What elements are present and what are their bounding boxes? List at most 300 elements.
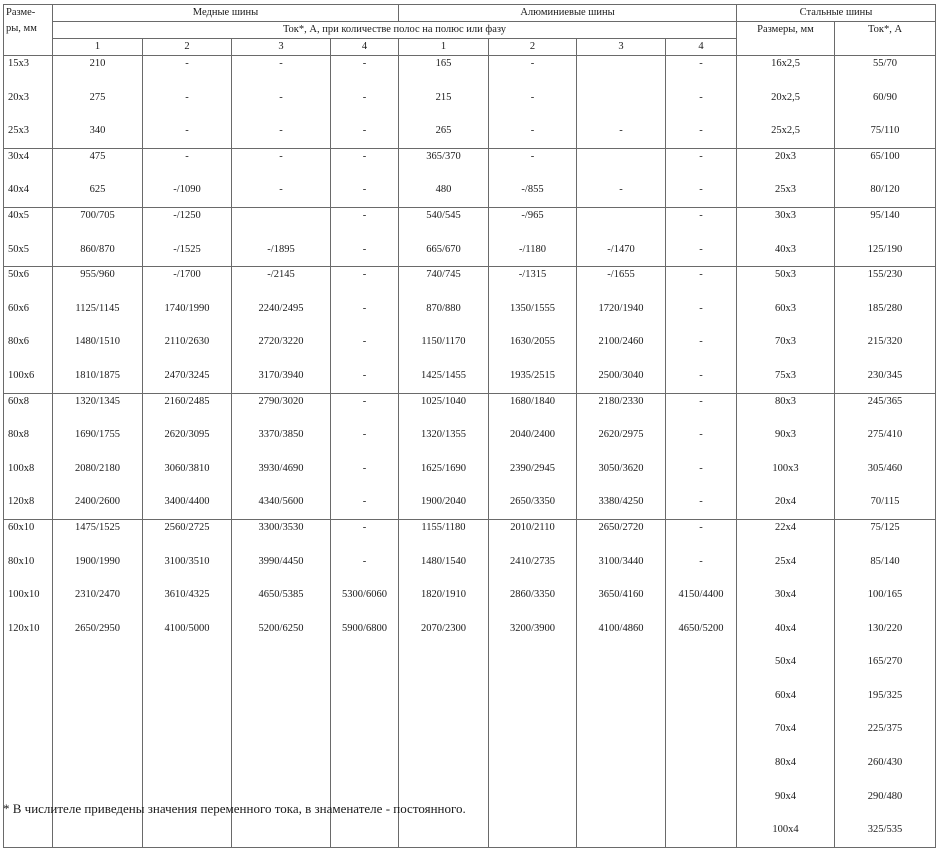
cell-value: - [279, 125, 283, 137]
cell-st-size [737, 267, 835, 393]
cell-cu2 [143, 393, 232, 519]
cell-cu1 [53, 56, 143, 149]
cell-value: 2790/3020 [258, 395, 304, 407]
cell-value [145, 679, 229, 713]
cell-value: 195/325 [867, 689, 903, 701]
size-column-header: Разме-ры, мм [4, 5, 53, 56]
cell-cu3 [232, 519, 331, 847]
cell-value: 3170/3940 [258, 369, 304, 381]
cell-al2 [489, 519, 577, 847]
cell-value: 60x4 [775, 689, 796, 701]
cell-value: 230/345 [867, 369, 903, 381]
cell-value: 2470/3245 [164, 369, 210, 381]
cell-cu1 [53, 267, 143, 393]
cell-value: 260/430 [867, 757, 903, 769]
cell-value: 2160/2485 [164, 395, 210, 407]
cell-value: 1720/1940 [598, 302, 644, 314]
cell-value: 1935/2515 [510, 369, 555, 381]
cell-value [579, 645, 663, 679]
cell-value: 2410/2735 [510, 555, 555, 567]
cell-value: 3930/4690 [258, 462, 304, 474]
cell-value [333, 679, 396, 713]
cell-al2 [489, 267, 577, 393]
cell-cu4 [331, 393, 399, 519]
cell-value: 1350/1555 [510, 302, 555, 314]
cell-st-cur [835, 207, 936, 266]
count-header: 2 [489, 39, 577, 56]
cell-value [579, 746, 663, 780]
cell-value: - [362, 302, 367, 314]
count-header: 1 [399, 39, 489, 56]
cell-al4 [666, 393, 737, 519]
cell-value: 20x4 [775, 496, 796, 508]
cell-value: 245/365 [867, 395, 903, 407]
cell-value [491, 712, 574, 746]
cell-value: 60x3 [775, 302, 796, 314]
cell-value: 2310/2470 [75, 589, 120, 601]
cell-value: 1630/2055 [510, 336, 555, 348]
cell-value: 870/880 [426, 302, 461, 314]
count-header: 3 [577, 39, 666, 56]
cell-value: 50x4 [775, 656, 796, 668]
cell-value: 3050/3620 [598, 462, 644, 474]
cell-value: 3100/3440 [598, 555, 644, 567]
cell-value: 1810/1875 [75, 369, 120, 381]
cell-cu3 [232, 148, 331, 207]
cell-value [401, 746, 486, 780]
cell-value: -/1895 [267, 243, 295, 255]
cell-sizes [4, 519, 53, 847]
cell-value: - [362, 209, 367, 221]
cell-value: 70x4 [775, 723, 796, 735]
cell-value [491, 645, 574, 679]
cell-value: 60x8 [8, 395, 29, 407]
cell-value: - [362, 395, 367, 407]
cell-value: 1425/1455 [421, 369, 466, 381]
cell-value: - [699, 209, 703, 221]
cell-value: 3370/3850 [258, 429, 304, 441]
cell-al3 [577, 393, 666, 519]
cell-value: 540/545 [426, 209, 461, 221]
cell-value: -/1180 [518, 243, 547, 255]
cell-value: -/2145 [267, 269, 295, 281]
cell-value: 2110/2630 [164, 336, 210, 348]
cell-value: 4150/4400 [678, 589, 724, 601]
cell-st-size [737, 393, 835, 519]
cell-sizes [4, 207, 53, 266]
cell-value: 325/535 [867, 824, 903, 836]
cell-value: - [362, 521, 367, 533]
cell-value: - [185, 91, 189, 103]
cell-value: 1475/1525 [75, 521, 120, 533]
cell-value [55, 746, 140, 780]
cell-value: 50x6 [8, 269, 29, 281]
cell-value: 70x3 [775, 336, 796, 348]
cell-value [579, 780, 663, 814]
cell-value [579, 712, 663, 746]
cell-value: 2560/2725 [164, 521, 210, 533]
cell-value: 130/220 [867, 622, 903, 634]
steel-size-header: Размеры, мм [737, 22, 835, 56]
table-row [4, 519, 936, 847]
cell-value [579, 148, 663, 173]
cell-value: - [699, 302, 703, 314]
cell-value: - [699, 462, 703, 474]
cell-value: 475 [89, 150, 106, 162]
cell-value: 860/870 [80, 243, 115, 255]
cell-al3 [577, 148, 666, 207]
cell-value: 2070/2300 [421, 622, 466, 634]
cell-value: 1125/1145 [75, 302, 120, 314]
cell-value: - [362, 243, 367, 255]
cell-value: 15x3 [8, 58, 29, 69]
cell-value: -/1470 [607, 243, 635, 255]
cell-value: 4340/5600 [258, 496, 304, 508]
cell-value: 4100/5000 [164, 622, 210, 634]
cell-value [668, 645, 734, 679]
cell-value: 5300/6060 [342, 589, 387, 601]
cell-st-cur [835, 56, 936, 149]
cell-value: 2400/2600 [75, 496, 120, 508]
cell-value: 290/480 [867, 790, 903, 802]
cell-value: - [699, 369, 703, 381]
cell-value: - [530, 58, 535, 69]
cell-sizes [4, 148, 53, 207]
cell-value [579, 813, 663, 847]
cell-al2 [489, 393, 577, 519]
cell-value [55, 712, 140, 746]
cell-value: 25x2,5 [771, 125, 800, 137]
cell-value [145, 712, 229, 746]
cell-value: 75/110 [870, 125, 900, 137]
cell-value: 1480/1510 [75, 336, 120, 348]
cell-value: 80x3 [775, 395, 796, 407]
cell-value: - [362, 91, 367, 103]
cell-cu4 [331, 207, 399, 266]
cell-value: 2010/2110 [510, 521, 555, 533]
copper-header: Медные шины [53, 5, 399, 22]
cell-value: 165 [435, 58, 452, 69]
cell-value [668, 746, 734, 780]
cell-st-cur [835, 393, 936, 519]
cell-value [491, 746, 574, 780]
cell-value: - [362, 269, 367, 281]
cell-value [401, 679, 486, 713]
cell-value: 2620/2975 [598, 429, 644, 441]
cell-value: 30x4 [8, 150, 29, 162]
cell-value: - [699, 336, 703, 348]
cell-value: 3100/3510 [164, 555, 210, 567]
cell-value [8, 813, 50, 847]
cell-value: 120x8 [8, 496, 35, 508]
cell-value: 80x8 [8, 429, 29, 441]
cell-value [333, 645, 396, 679]
current-span-header: Ток*, А, при количестве полос на полюс или фазу [53, 22, 737, 39]
cell-value: 65/100 [870, 150, 900, 162]
cell-value: 215 [435, 91, 452, 103]
cell-value [668, 712, 734, 746]
cell-cu3 [232, 207, 331, 266]
cell-value: - [185, 125, 189, 137]
cell-value [579, 81, 663, 115]
cell-al2 [489, 56, 577, 149]
cell-value: 5200/6250 [258, 622, 304, 634]
cell-value: -/1525 [173, 243, 201, 255]
cell-value: 100x8 [8, 462, 35, 474]
cell-value: - [362, 150, 367, 162]
cell-al1 [399, 393, 489, 519]
cell-value: - [699, 125, 703, 137]
cell-al4 [666, 267, 737, 393]
cell-value: 60/90 [873, 91, 897, 103]
cell-value: - [362, 336, 367, 348]
count-header: 2 [143, 39, 232, 56]
count-header: 3 [232, 39, 331, 56]
cell-al3 [577, 519, 666, 847]
cell-value: 165/270 [867, 656, 903, 668]
cell-value: 1320/1345 [75, 395, 120, 407]
table-row [4, 56, 936, 149]
cell-value: 1025/1040 [421, 395, 466, 407]
cell-value: -/1655 [607, 269, 635, 281]
cell-cu1 [53, 148, 143, 207]
cell-value [145, 746, 229, 780]
cell-value: - [699, 429, 703, 441]
cell-al3 [577, 267, 666, 393]
cell-value: - [362, 184, 367, 196]
cell-value: 20x2,5 [771, 91, 800, 103]
cell-value [55, 645, 140, 679]
cell-value [234, 207, 328, 232]
cell-al4 [666, 207, 737, 266]
cell-st-size [737, 56, 835, 149]
cell-value [579, 679, 663, 713]
cell-value: 2080/2180 [75, 462, 120, 474]
count-header: 1 [53, 39, 143, 56]
cell-al1 [399, 148, 489, 207]
cell-value: 365/370 [426, 150, 461, 162]
cell-al4 [666, 148, 737, 207]
cell-value: -/1250 [173, 209, 201, 221]
cell-value: - [699, 395, 703, 407]
cell-value: 3380/4250 [598, 496, 644, 508]
cell-value: 625 [89, 184, 106, 196]
cell-value: - [699, 269, 703, 281]
cell-value: 90x4 [775, 790, 796, 802]
cell-value: 2620/3095 [164, 429, 210, 441]
cell-cu2 [143, 56, 232, 149]
cell-value: 125/190 [867, 243, 903, 255]
cell-value: 3200/3900 [510, 622, 555, 634]
cell-value: - [362, 555, 367, 567]
cell-value: 2100/2460 [598, 336, 644, 348]
cell-al3 [577, 207, 666, 266]
cell-value: 75/125 [870, 521, 900, 533]
cell-cu1 [53, 393, 143, 519]
cell-value: 275 [89, 91, 106, 103]
cell-al4 [666, 56, 737, 149]
cell-value: - [362, 462, 367, 474]
cell-value: 4100/4860 [598, 622, 644, 634]
cell-value: 305/460 [867, 462, 903, 474]
cell-value: 210 [89, 58, 106, 69]
cell-value: 30x3 [775, 209, 796, 221]
cell-value: - [362, 496, 367, 508]
cell-value: 100x10 [8, 589, 40, 601]
cell-value: 1680/1840 [510, 395, 555, 407]
cell-value: 1740/1990 [164, 302, 210, 314]
table-row [4, 393, 936, 519]
cell-value: 215/320 [867, 336, 903, 348]
cell-value: 2240/2495 [258, 302, 304, 314]
cell-al2 [489, 148, 577, 207]
count-header: 4 [331, 39, 399, 56]
cell-value: -/1700 [173, 269, 201, 281]
cell-value: - [362, 125, 367, 137]
cell-value: -/1090 [173, 184, 201, 196]
cell-value [491, 679, 574, 713]
footnote: * В числителе приведены значения переменного тока, в знаменателе - постоянного. [3, 801, 466, 816]
cell-cu2 [143, 207, 232, 266]
cell-value [579, 207, 663, 232]
cell-st-cur [835, 267, 936, 393]
cell-value [55, 813, 140, 847]
cell-value: -/1315 [518, 269, 547, 281]
cell-value: 30x4 [775, 589, 796, 601]
cell-value: 20x3 [775, 150, 796, 162]
cell-value: 60x6 [8, 302, 29, 314]
cell-value [55, 679, 140, 713]
cell-value: - [185, 150, 189, 162]
cell-value: - [699, 58, 703, 69]
cell-value: 40x4 [8, 184, 29, 196]
cell-value: - [699, 496, 703, 508]
cell-value [234, 746, 328, 780]
cell-value: 120x10 [8, 622, 40, 634]
cell-value: 95/140 [870, 209, 900, 221]
steel-header: Стальные шины [737, 5, 936, 22]
cell-value: 955/960 [80, 269, 115, 281]
cell-value: - [279, 150, 283, 162]
cell-value: 155/230 [867, 269, 903, 281]
cell-value [234, 712, 328, 746]
cell-value: 340 [89, 125, 106, 137]
cell-value: 3610/4325 [164, 589, 210, 601]
cell-st-size [737, 148, 835, 207]
cell-value [333, 746, 396, 780]
cell-cu2 [143, 148, 232, 207]
cell-value [668, 780, 734, 814]
cell-value: 265 [435, 125, 452, 137]
cell-value: 4650/5385 [258, 589, 304, 601]
cell-value: 1820/1910 [421, 589, 466, 601]
cell-value: 80x4 [775, 757, 796, 769]
cell-value [401, 712, 486, 746]
cell-value [234, 679, 328, 713]
cell-value: 75x3 [775, 369, 796, 381]
cell-sizes [4, 267, 53, 393]
count-header: 4 [666, 39, 737, 56]
cell-value: 90x3 [775, 429, 796, 441]
cell-value [8, 645, 50, 679]
cell-sizes [4, 393, 53, 519]
cell-value: 80x10 [8, 555, 35, 567]
cell-st-size [737, 207, 835, 266]
cell-value: - [362, 58, 367, 69]
cell-value: - [699, 150, 703, 162]
cell-value: 2040/2400 [510, 429, 555, 441]
cell-value: 1320/1355 [421, 429, 466, 441]
cell-value: - [279, 91, 283, 103]
cell-value: 225/375 [867, 723, 903, 735]
cell-value: 40x5 [8, 209, 29, 221]
cell-value: 2720/3220 [258, 336, 304, 348]
cell-value: 22x4 [775, 521, 796, 533]
cell-value: 20x3 [8, 91, 29, 103]
cell-value: 25x3 [8, 125, 29, 137]
cell-al2 [489, 207, 577, 266]
cell-value [234, 645, 328, 679]
cell-value: 275/410 [867, 429, 903, 441]
cell-value [145, 645, 229, 679]
cell-value: 1155/1180 [421, 521, 466, 533]
cell-value [491, 780, 574, 814]
cell-value: 100/165 [867, 589, 903, 601]
cell-value [333, 712, 396, 746]
cell-value [333, 813, 396, 847]
cell-value: 1480/1540 [421, 555, 466, 567]
cell-value: - [699, 521, 703, 533]
cell-cu4 [331, 267, 399, 393]
cell-cu3 [232, 56, 331, 149]
cell-value [145, 813, 229, 847]
cell-value: - [530, 150, 535, 162]
cell-al4 [666, 519, 737, 847]
table-row [4, 267, 936, 393]
table-row [4, 207, 936, 266]
cell-value: - [619, 184, 623, 196]
cell-value: - [362, 429, 367, 441]
cell-value: - [185, 58, 189, 69]
cell-value: 5900/6800 [342, 622, 387, 634]
cell-value: - [619, 125, 623, 137]
cell-value [491, 813, 574, 847]
cell-value: 80x6 [8, 336, 29, 348]
cell-value: 1150/1170 [421, 336, 466, 348]
cell-value [401, 813, 486, 847]
cell-value [668, 679, 734, 713]
cell-value: 665/670 [426, 243, 461, 255]
cell-cu3 [232, 267, 331, 393]
cell-value: 4650/5200 [678, 622, 724, 634]
cell-value: 100x4 [772, 824, 799, 836]
cell-value: -/855 [521, 184, 544, 196]
cell-value: 60x10 [8, 521, 35, 533]
cell-value: - [279, 58, 283, 69]
cell-value: 2180/2330 [598, 395, 644, 407]
table-row [4, 148, 936, 207]
cell-value: 70/115 [870, 496, 900, 508]
cell-value: 25x3 [775, 184, 796, 196]
cell-value: 3060/3810 [164, 462, 210, 474]
cell-value [8, 712, 50, 746]
cell-al1 [399, 207, 489, 266]
cell-cu2 [143, 267, 232, 393]
cell-value: 185/280 [867, 302, 903, 314]
cell-value: 2650/2950 [75, 622, 120, 634]
cell-cu2 [143, 519, 232, 847]
cell-value: 50x3 [775, 269, 796, 281]
